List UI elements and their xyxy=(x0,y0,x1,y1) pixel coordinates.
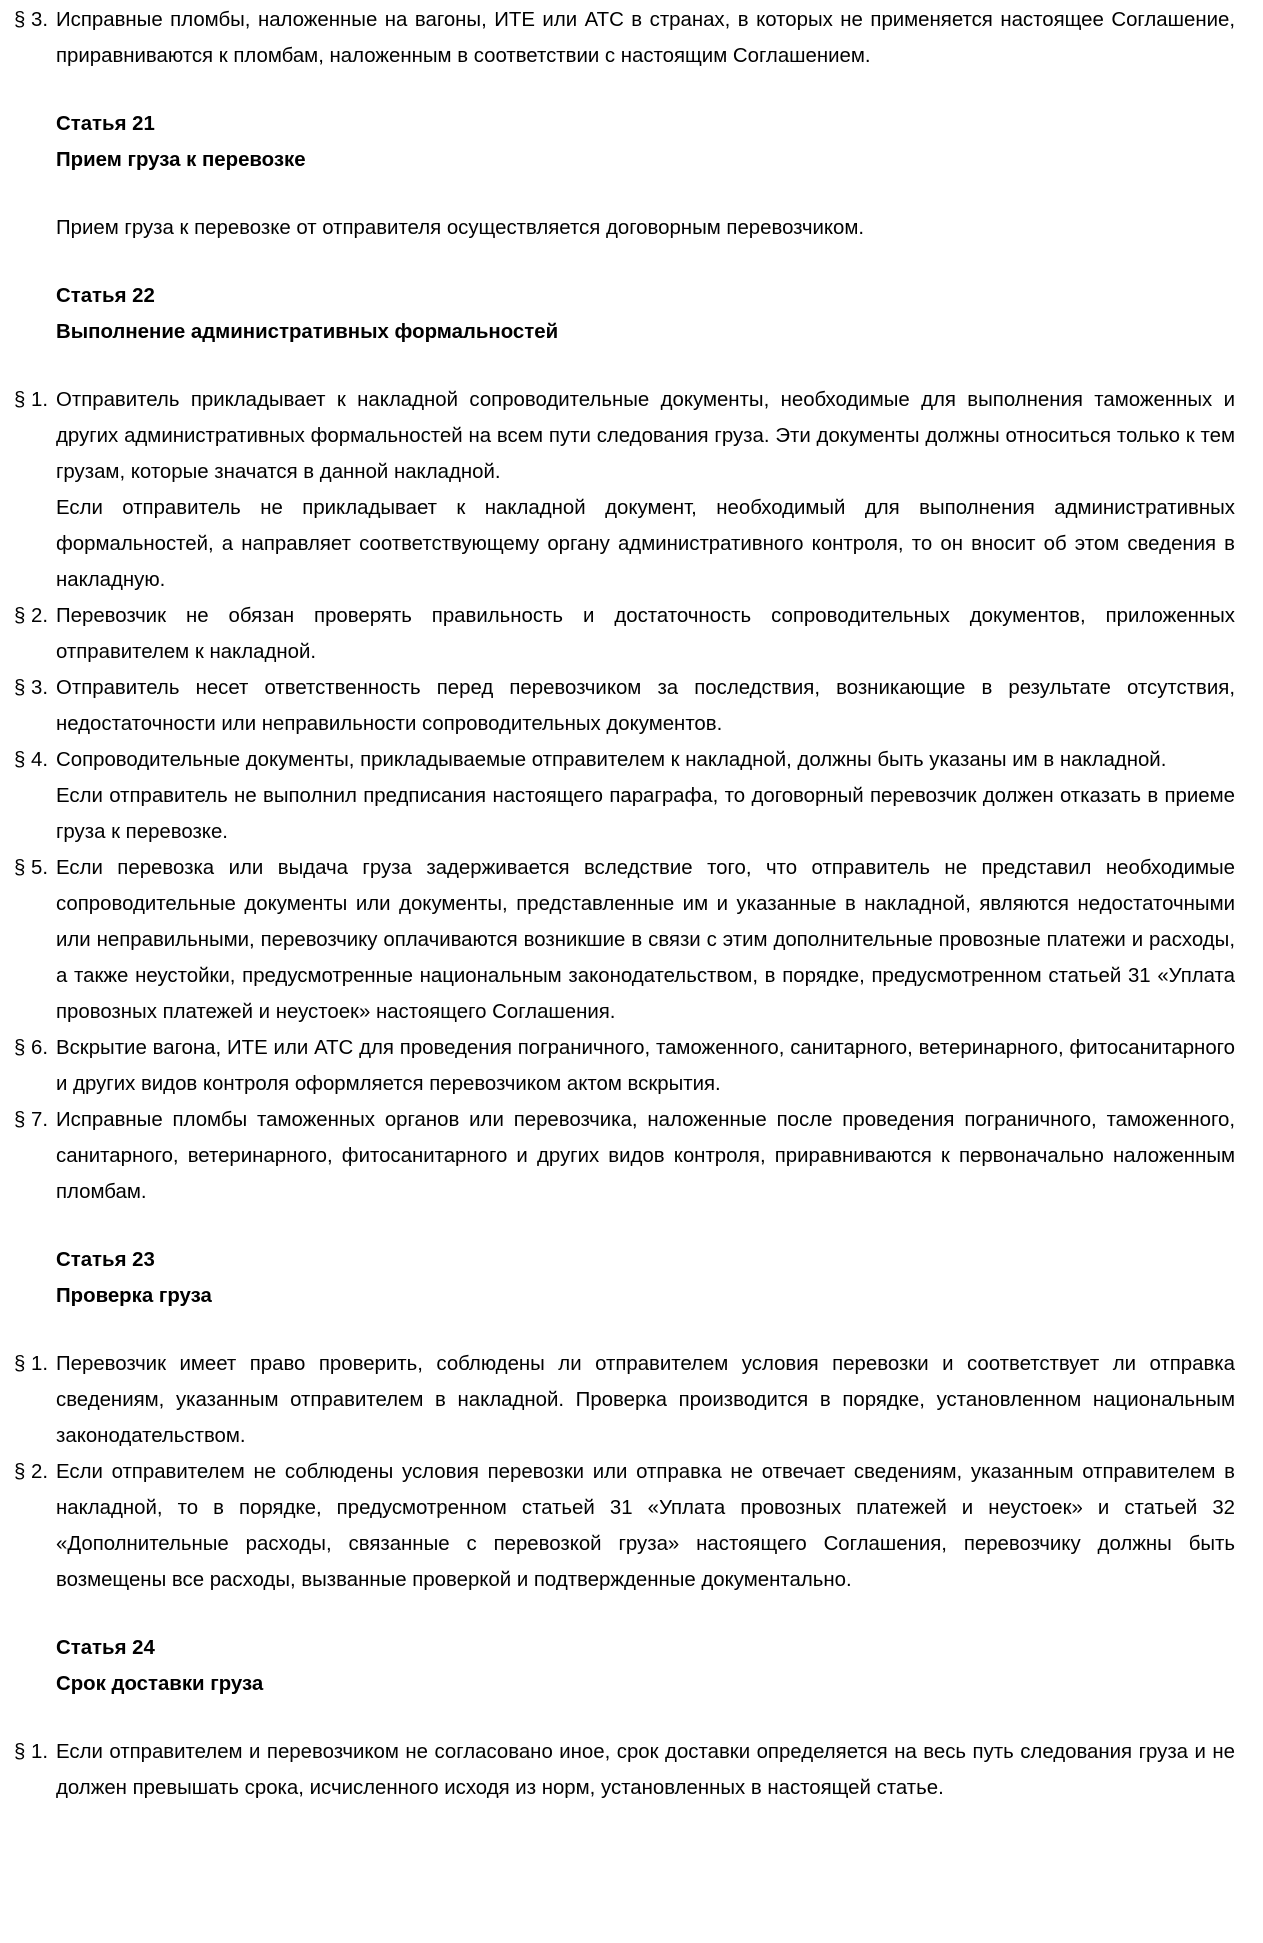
paragraph-body xyxy=(56,1030,1235,1102)
paragraph-text: Вскрытие вагона, ИТЕ или АТС для проведения пограничного, таможенного, санитарного, ветеринарного, фитосанитарного и других видов контроля оформляется перевозчиком актом вскрытия. xyxy=(56,1037,1235,1095)
paragraph-text: Исправные пломбы, наложенные на вагоны, ИТЕ или АТС в странах, в которых не применяется настоящее Соглашение, приравниваются к пломбам, наложенным в соответствии с настоящим Соглашением. xyxy=(56,9,1235,67)
paragraph-number: § 1. xyxy=(14,1741,49,1763)
paragraph-number: § 6. xyxy=(14,1037,49,1059)
paragraph-number: § 7. xyxy=(14,1109,49,1131)
paragraph-text: Перевозчик имеет право проверить, соблюдены ли отправителем условия перевозки и соответствует ли отправка сведениям, указанным отправителем в накладной. Проверка производится в порядке, установленном национальным законодательством. xyxy=(56,1353,1235,1447)
paragraph-number: § 3. xyxy=(14,677,49,699)
article-number: Статья 23 xyxy=(56,1249,155,1271)
paragraph-text: Сопроводительные документы, прикладываемые отправителем к накладной, должны быть указаны им в накладной. xyxy=(56,749,1167,771)
paragraph xyxy=(14,1030,1235,1102)
paragraph-body xyxy=(56,1346,1235,1454)
spacer xyxy=(14,350,1235,382)
paragraph-number: § 2. xyxy=(14,1461,49,1483)
paragraph-number: § 1. xyxy=(14,1353,49,1375)
spacer xyxy=(14,1210,1235,1242)
article-text: Прием груза к перевозке от отправителя осуществляется договорным перевозчиком. xyxy=(56,217,865,239)
paragraph-number: § 3. xyxy=(14,9,49,31)
paragraph xyxy=(14,598,1235,670)
paragraph-body xyxy=(56,382,1235,598)
paragraph-text: Если отправителем и перевозчиком не согласовано иное, срок доставки определяется на весь путь следования груза и не должен превышать срока, исчисленного исходя из норм, установленных в настоящей статье. xyxy=(56,1741,1235,1799)
article-heading xyxy=(14,106,1235,178)
spacer xyxy=(14,1598,1235,1630)
paragraph-body xyxy=(56,2,1235,74)
spacer xyxy=(14,1314,1235,1346)
paragraph xyxy=(14,850,1235,1030)
paragraph xyxy=(14,742,1235,850)
paragraph-number: § 5. xyxy=(14,857,49,879)
paragraph-body xyxy=(56,742,1235,850)
article-title: Прием груза к перевозке xyxy=(56,149,306,171)
spacer xyxy=(14,178,1235,210)
article-title: Проверка груза xyxy=(56,1285,212,1307)
paragraph-body xyxy=(56,598,1235,670)
paragraph xyxy=(14,382,1235,598)
article-heading xyxy=(14,1630,1235,1702)
paragraph-number: § 1. xyxy=(14,389,49,411)
article-title: Выполнение административных формальностей xyxy=(56,321,559,343)
spacer xyxy=(14,246,1235,278)
article-number: Статья 21 xyxy=(56,113,155,135)
spacer xyxy=(14,1702,1235,1734)
paragraph-text: Если отправитель не прикладывает к накладной документ, необходимый для выполнения административных формальностей, а направляет соответствующему органу административного контроля, то он вносит об этом сведения в накладную. xyxy=(56,497,1235,591)
paragraph-body xyxy=(56,1734,1235,1806)
paragraph-body xyxy=(56,1454,1235,1598)
spacer xyxy=(14,74,1235,106)
paragraph-body xyxy=(56,670,1235,742)
paragraph-text: Отправитель прикладывает к накладной сопроводительные документы, необходимые для выполнения таможенных и других административных формальностей на всем пути следования груза. Эти документы должны относиться только к тем грузам, которые значатся в данной накладной. xyxy=(56,389,1235,483)
paragraph xyxy=(14,670,1235,742)
paragraph-body xyxy=(56,850,1235,1030)
paragraph-number: § 2. xyxy=(14,605,49,627)
paragraph-body xyxy=(56,1102,1235,1210)
paragraph-text: Перевозчик не обязан проверять правильность и достаточность сопроводительных документов, приложенных отправителем к накладной. xyxy=(56,605,1235,663)
paragraph xyxy=(14,1346,1235,1454)
article-number: Статья 24 xyxy=(56,1637,155,1659)
paragraph-text: Отправитель несет ответственность перед перевозчиком за последствия, возникающие в результате отсутствия, недостаточности или неправильности сопроводительных документов. xyxy=(56,677,1235,735)
paragraph-number: § 4. xyxy=(14,749,49,771)
paragraph-text: Если перевозка или выдача груза задерживается вследствие того, что отправитель не представил необходимые сопроводительные документы или документы, представленные им и указанные в накладной, являются недостаточными или неправильными, перевозчику оплачиваются возникшие в связи с этим дополнительные провозные платежи и расходы, а также неустойки, предусмотренные национальным законодательством, в порядке, предусмотренном статьей 31 «Уплата провозных платежей и неустоек» настоящего Соглашения. xyxy=(56,857,1235,1023)
article-number: Статья 22 xyxy=(56,285,155,307)
paragraph-text: Если отправителем не соблюдены условия перевозки или отправка не отвечает сведениям, указанным отправителем в накладной, то в порядке, предусмотренном статьей 31 «Уплата провозных платежей и неустоек» и статьей 32 «Дополнительные расходы, связанные с перевозкой груза» настоящего Соглашения, перевозчику должны быть возмещены все расходы, вызванные проверкой и подтвержденные документально. xyxy=(56,1461,1235,1591)
article-heading xyxy=(14,1242,1235,1314)
paragraph xyxy=(14,1734,1235,1806)
paragraph xyxy=(14,2,1235,74)
paragraph xyxy=(14,1102,1235,1210)
article-title: Срок доставки груза xyxy=(56,1673,264,1695)
paragraph-text: Исправные пломбы таможенных органов или перевозчика, наложенные после проведения пограничного, таможенного, санитарного, ветеринарного, фитосанитарного и других видов контроля, приравниваются к первоначально наложенным пломбам. xyxy=(56,1109,1235,1203)
paragraph xyxy=(14,1454,1235,1598)
article-heading xyxy=(14,278,1235,350)
paragraph-text: Если отправитель не выполнил предписания настоящего параграфа, то договорный перевозчик должен отказать в приеме груза к перевозке. xyxy=(56,785,1235,843)
